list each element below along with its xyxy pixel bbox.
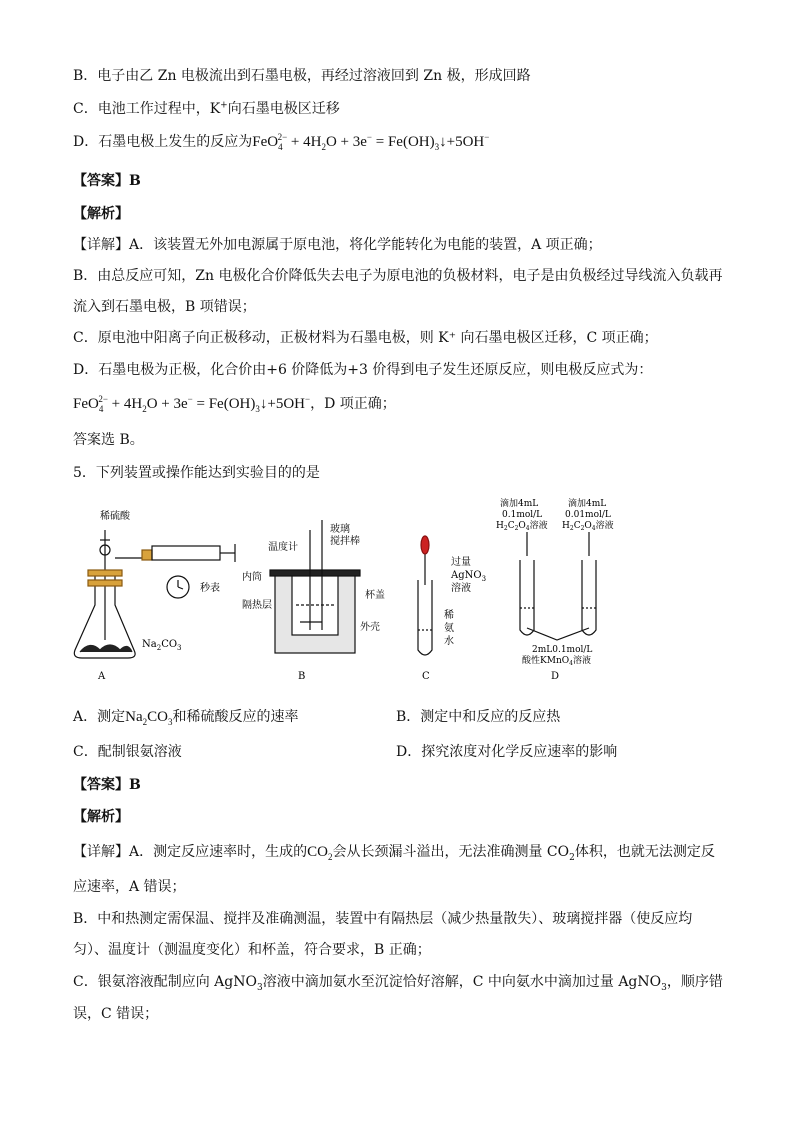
detail-d-line1: D．石墨电极为正极，化合价由+6 价降低为+3 价得到电子发生还原反应，则电极反应式为： (73, 362, 653, 378)
co2-formula: $CO_2$ (307, 844, 333, 862)
detail-b-line2: 流入到石墨电极，B 项错误； (73, 299, 256, 315)
fig-c-agno3: AgNO$_3$ (451, 570, 487, 583)
fig-d-bottom-2: 酸性KMnO$_4$溶液 (522, 656, 591, 667)
fig-d-right-3: $H_2C_2O_4$溶液 (562, 521, 614, 532)
q5-option-b: B．测定中和反应的反应热 (396, 709, 561, 725)
fig-b-shell: 外壳 (360, 622, 380, 633)
detail-a: 【详解】A．该装置无外加电源属于原电池，将化学能转化为电能的装置，A 项正确； (73, 237, 602, 253)
q5-detail-b-line1: B．中和热测定需保温、搅拌及准确测温，装置中有隔热层（减少热量散失）、玻璃搅拌器（使反应均 (73, 911, 693, 927)
q5-detail-a-line1: 【详解】A．测定反应速率时，生成的$CO_2$会从长颈漏斗溢出，无法准确测量 $CO_2$体积，也就无法测定反 (73, 844, 715, 863)
fig-a-na2co3: $Na_2CO_3$ (142, 639, 182, 652)
fig-b-lid: 杯盖 (365, 590, 385, 601)
analysis-heading: 【解析】 (73, 206, 129, 222)
q5-answer-label: 【答案】B (73, 777, 141, 793)
q5-detail-a-line2: 应速率，A 错误； (73, 879, 186, 895)
electrode-equation: $FeO_4^{2-} + 4H_2O + 3e^-$ = $Fe(OH)_3↓+5OH^-$ (252, 132, 490, 152)
fig-c-tube-1: 稀 (444, 610, 454, 621)
q5-detail-b-line2: 匀）、温度计（测温度变化）和杯盖，符合要求，B 正确； (73, 942, 431, 958)
fig-c-tube-3: 水 (444, 636, 454, 647)
conclusion: 答案选 B。 (73, 432, 144, 448)
fig-d-bottom-1: 2mL0.1mol/L (532, 645, 593, 655)
option-c: C．电池工作过程中，K+向石墨电极区迁移 (73, 100, 340, 117)
fig-c-tube-2: 氨 (444, 623, 454, 634)
fig-b-stirrer-1: 玻璃 (330, 524, 350, 535)
fig-b-inner: 内筒 (242, 572, 262, 583)
apparatus-c (418, 536, 432, 655)
fig-d-right-1: 滴加4mL (568, 499, 607, 509)
fig-d-left-3: $H_2C_2O_4$溶液 (496, 521, 548, 532)
fig-a-label: A (98, 671, 106, 682)
detail-d-line2: $FeO_4^{2-} + 4H_2O + 3e^-$ = $Fe(OH)_3↓+5OH^-$，D 项正确； (73, 394, 396, 414)
fig-d-label: D (551, 671, 560, 682)
option-b: B．电子由乙 Zn 电极流出到石墨电极，再经过溶液回到 Zn 极，形成回路 (73, 68, 531, 84)
na2co3-formula: $Na_2CO_3$ (125, 709, 173, 727)
fig-b-thermometer: 温度计 (268, 542, 298, 553)
answer-label: 【答案】B (73, 173, 141, 189)
q5-analysis-heading: 【解析】 (73, 809, 129, 825)
fig-c-label: C (422, 671, 430, 682)
fig-d-right-2: 0.01mol/L (565, 510, 611, 520)
fig-c-reagent-1: 过量 (451, 557, 471, 568)
apparatus-drawing (60, 490, 700, 690)
detail-c: C．原电池中阳离子向正极移动，正极材料为石墨电极，则 K⁺ 向石墨电极区迁移，C 项正确； (73, 330, 658, 346)
detail-b-line1: B．由总反应可知，Zn 电极化合价降低失去电子为原电池的负极材料，电子是由负极经过导线流入负载再 (73, 268, 723, 284)
fig-a-timer: 秒表 (200, 583, 220, 594)
q5-option-d: D．探究浓度对化学反应速率的影响 (396, 744, 618, 760)
fig-b-insulation: 隔热层 (242, 600, 272, 611)
q5-detail-c-line2: 误，C 错误； (73, 1006, 159, 1022)
fig-d-left-1: 滴加4mL (500, 499, 539, 509)
fig-b-label: B (298, 671, 306, 682)
option-d: D．石墨电极上发生的反应为$FeO_4^{2-} + 4H_2O + 3e^-$ = $Fe(OH)_3↓+5OH^-$ (73, 132, 490, 152)
q5-detail-c-line1: C．银氨溶液配制应向 AgNO$_3$溶液中滴加氨水至沉淀恰好溶解，C 中向氨水中滴加过量 AgNO$_3$，顺序错 (73, 974, 723, 993)
fig-c-reagent-3: 溶液 (451, 583, 471, 594)
question-5-stem: 5．下列装置或操作能达到实验目的的是 (73, 465, 320, 481)
fig-d-left-2: 0.1mol/L (502, 510, 543, 520)
apparatus-d (520, 532, 596, 640)
fig-a-acid: 稀硫酸 (100, 511, 130, 522)
q5-option-c: C．配制银氨溶液 (73, 744, 182, 760)
electrode-equation-2: $FeO_4^{2-} + 4H_2O + 3e^-$ = $Fe(OH)_3↓+5OH^-$ (73, 394, 311, 414)
q5-option-a: A．测定$Na_2CO_3$和稀硫酸反应的速率 (73, 709, 299, 727)
fig-b-stirrer-2: 搅拌棒 (330, 536, 360, 547)
apparatus-figure (60, 490, 700, 690)
